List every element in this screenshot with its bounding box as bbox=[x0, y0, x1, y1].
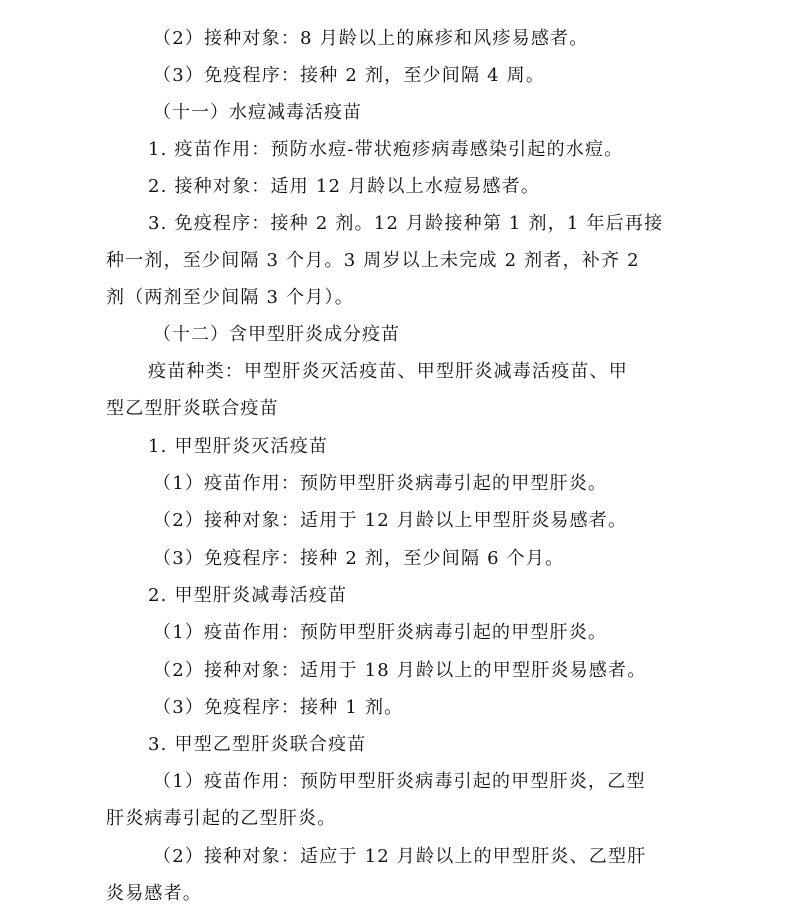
text-line: 型乙型肝炎联合疫苗 bbox=[106, 398, 279, 419]
text-line: （2）接种对象：适用于 18 月龄以上的甲型肝炎易感者。 bbox=[153, 660, 647, 681]
text-line: （2）接种对象：适用于 12 月龄以上甲型肝炎易感者。 bbox=[153, 510, 628, 531]
text-line: （2）接种对象：8 月龄以上的麻疹和风疹易感者。 bbox=[153, 28, 589, 49]
text-line: （3）免疫程序：接种 1 剂。 bbox=[153, 697, 404, 718]
text-line: （1）疫苗作用：预防甲型肝炎病毒引起的甲型肝炎，乙型 bbox=[153, 771, 646, 792]
text-line: 炎易感者。 bbox=[106, 883, 202, 904]
text-line: 疫苗种类：甲型肝炎灭活疫苗、甲型肝炎减毒活疫苗、甲 bbox=[148, 361, 628, 382]
text-line: （1）疫苗作用：预防甲型肝炎病毒引起的甲型肝炎。 bbox=[153, 473, 608, 494]
text-line: 剂（两剂至少间隔 3 个月）。 bbox=[106, 287, 354, 308]
subsection-heading: 1. 甲型肝炎灭活疫苗 bbox=[148, 436, 329, 457]
text-line: 种一剂，至少间隔 3 个月。3 周岁以上未完成 2 剂者，补齐 2 bbox=[106, 250, 640, 271]
text-line: （2）接种对象：适应于 12 月龄以上的甲型肝炎、乙型肝 bbox=[153, 846, 647, 867]
subsection-heading: 3. 甲型乙型肝炎联合疫苗 bbox=[148, 734, 367, 755]
text-line: 3. 免疫程序：接种 2 剂。12 月龄接种第 1 剂，1 年后再接 bbox=[148, 213, 664, 234]
text-line: （1）疫苗作用：预防甲型肝炎病毒引起的甲型肝炎。 bbox=[153, 622, 608, 643]
text-line: （3）免疫程序：接种 2 剂，至少间隔 6 个月。 bbox=[153, 548, 565, 569]
text-line: 2. 接种对象：适用 12 月龄以上水痘易感者。 bbox=[148, 176, 541, 197]
section-heading: （十一）水痘减毒活疫苗 bbox=[153, 102, 362, 123]
section-heading: （十二）含甲型肝炎成分疫苗 bbox=[153, 324, 400, 345]
subsection-heading: 2. 甲型肝炎减毒活疫苗 bbox=[148, 585, 348, 606]
text-line: 肝炎病毒引起的乙型肝炎。 bbox=[106, 808, 337, 829]
text-line: 1. 疫苗作用：预防水痘-带状疱疹病毒感染引起的水痘。 bbox=[148, 139, 624, 160]
text-line: （3）免疫程序：接种 2 剂，至少间隔 4 周。 bbox=[153, 65, 546, 86]
